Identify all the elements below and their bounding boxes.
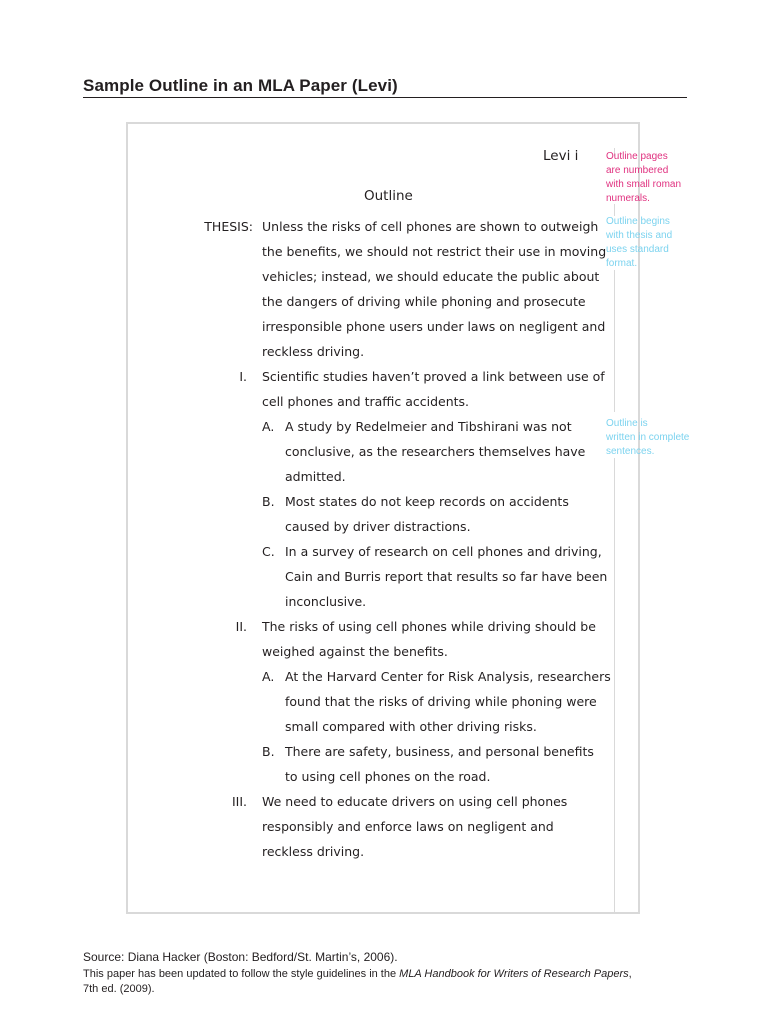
outline-subitem-line: Most states do not keep records on accidents <box>285 494 569 509</box>
outline-subitem-line: small compared with other driving risks. <box>285 719 537 734</box>
annotation-complete-sentences <box>606 417 689 459</box>
outline-subitem-letter: B. <box>262 494 275 509</box>
annotation-line: Outline is <box>606 418 648 429</box>
outline-subitem-line: A study by Redelmeier and Tibshirani was not <box>285 419 572 434</box>
outline-subitem-line: inconclusive. <box>285 594 367 609</box>
update-note <box>83 967 703 997</box>
outline-subitem-line: In a survey of research on cell phones and driving, <box>285 544 602 559</box>
note-text: , <box>628 968 632 980</box>
annotation-page-numbering <box>606 150 681 206</box>
annotation-line: Outline pages <box>606 151 668 162</box>
thesis-line: the benefits, we should not restrict their use in moving <box>262 244 607 259</box>
outline-subitem-line: found that the risks of driving while phoning were <box>285 694 597 709</box>
annotation-connector <box>614 270 615 412</box>
page-title: Sample Outline in an MLA Paper (Levi) <box>83 76 398 95</box>
thesis-line: Unless the risks of cell phones are shown to outweigh <box>262 219 599 234</box>
outline-subitem-line: conclusive, as the researchers themselves have <box>285 444 586 459</box>
outline-subitem-line: Cain and Burris report that results so far have been <box>285 569 608 584</box>
outline-numeral: III. <box>231 794 247 809</box>
outline-subitem-line: to using cell phones on the road. <box>285 769 491 784</box>
outline-item-line: The risks of using cell phones while driving should be <box>262 619 596 634</box>
annotation-line: numerals. <box>606 193 650 204</box>
annotation-line: with thesis and <box>606 230 673 241</box>
note-italic-title: MLA Handbook for Writers of Research Papers <box>399 968 629 980</box>
annotation-line: are numbered <box>606 165 669 176</box>
thesis-line: vehicles; instead, we should educate the public about <box>262 269 600 284</box>
outline-subitem-line: At the Harvard Center for Risk Analysis, researchers <box>285 669 611 684</box>
annotation-thesis-format <box>606 215 672 271</box>
page-number: Levi i <box>543 148 579 164</box>
outline-subitem-letter: A. <box>262 669 275 684</box>
outline-subitem-letter: B. <box>262 744 275 759</box>
annotation-line: sentences. <box>606 446 655 457</box>
outline-subitem-letter: C. <box>262 544 275 559</box>
outline-item-line: cell phones and traffic accidents. <box>262 394 470 409</box>
outline-item-line: weighed against the benefits. <box>262 644 448 659</box>
thesis-line: reckless driving. <box>262 344 365 359</box>
note-text: This paper has been updated to follow the style guidelines in the <box>83 968 400 980</box>
outline-numeral: II. <box>235 619 247 634</box>
outline-item-line: We need to educate drivers on using cell phones <box>262 794 568 809</box>
annotation-line: format. <box>606 258 638 269</box>
outline-subitem-line: caused by driver distractions. <box>285 519 471 534</box>
outline-subitem-line: admitted. <box>285 469 346 484</box>
thesis-line: the dangers of driving while phoning and prosecute <box>262 294 586 309</box>
title-rule <box>83 97 687 98</box>
outline-subitem-line: There are safety, business, and personal benefits <box>285 744 594 759</box>
outline-item-line: reckless driving. <box>262 844 365 859</box>
outline-item-line: Scientific studies haven’t proved a link between use of <box>262 369 605 384</box>
source-citation: Source: Diana Hacker (Boston: Bedford/St. Martin’s, 2006). <box>83 950 398 964</box>
outline-numeral: I. <box>239 369 247 384</box>
annotation-line: Outline begins <box>606 216 670 227</box>
note-text: 7th ed. (2009). <box>83 983 155 995</box>
outline-item-line: responsibly and enforce laws on negligent and <box>262 819 554 834</box>
outline-heading: Outline <box>364 188 413 204</box>
annotation-line: uses standard <box>606 244 669 255</box>
outline-subitem-letter: A. <box>262 419 275 434</box>
thesis-line: irresponsible phone users under laws on negligent and <box>262 319 606 334</box>
annotation-line: written in complete <box>606 432 690 443</box>
annotation-line: with small roman <box>606 179 682 190</box>
thesis-label: THESIS: <box>204 219 253 234</box>
annotation-connector <box>614 458 615 914</box>
